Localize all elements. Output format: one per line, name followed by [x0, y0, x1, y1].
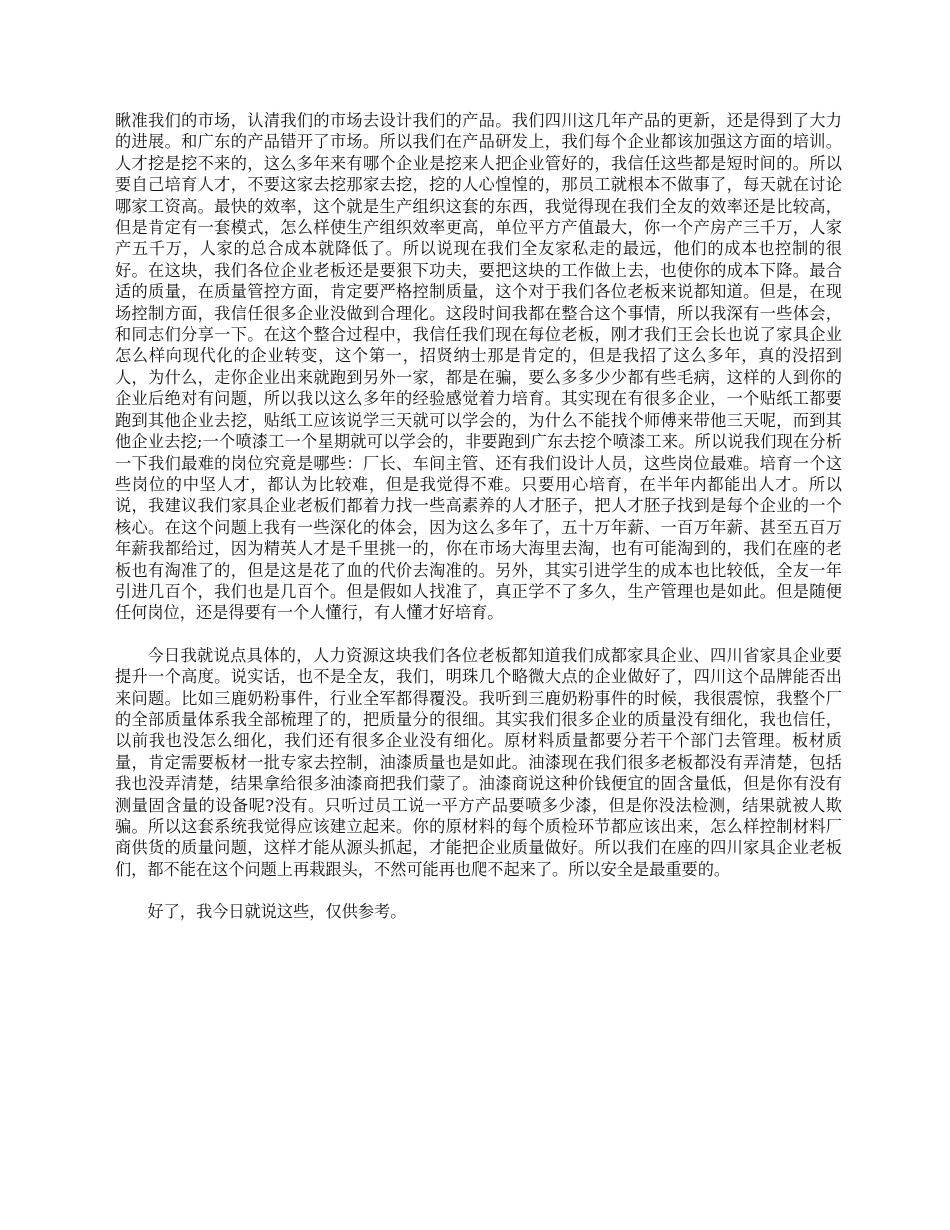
body-paragraph-3: 好了，我今日就说这些，仅供参考。: [147, 902, 407, 922]
body-paragraph-1: 瞅准我们的市场，认清我们的市场去设计我们的产品。我们四川这几年产品的更新，还是得到了大力的进展。和广东的产品错开了市场。所以我们在产品研发上，我们每个企业都该加强这方面的培训。人才挖是挖不来的，这么多年来有哪个企业是挖来人把企业管好的，我信任这些都是短时间的。所以要自己培育人才，不要这家去挖那家去挖，挖的人心惶惶的，那员工就根本不做事了，每天就在讨论哪家工资高。最快的效率，这个就是生产组织这套的东西，我觉得现在我们全友的效率还是比较高，但是肯定有一套模式，怎么样使生产组织效率更高，单位平方产值最大，你一个产房产三千万，人家产五千万，人家的总合成本就降低了。所以说现在我们全友家私走的最远，他们的成本也控制的很好。在这块，我们各位企业老板还是要狠下功夫，要把这块的工作做上去，也使你的成本下降。最合适的质量，在质量管控方面，肯定要严格控制质量，这个对于我们各位老板来说都知道。但是，在现场控制方面，我信任很多企业没做到合理化。这段时间我都在整合这个事情，所以我深有一些体会，和同志们分享一下。在这个整合过程中，我信任我们现在每位老板，刚才我们王会长也说了家具企业怎么样向现代化的企业转变，这个第一，招贤纳士那是肯定的，但是我招了这么多年，真的没招到人，为什么，走你企业出来就跑到另外一家，都是在骗，要么多多少少都有些毛病，这样的人到你的企业后绝对有问题，所以我以这么多年的经验感觉着力培育。其实现在有很多企业，一个贴纸工都要跑到其他企业去挖，贴纸工应该说学三天就可以学会的，为什么不能找个师傅来带他三天呢，而到其他企业去挖;一个喷漆工一个星期就可以学会的，非要跑到广东去挖个喷漆工来。所以说我们现在分析一下我们最难的岗位究竟是哪些：厂长、车间主管、还有我们设计人员，这些岗位最难。培育一个这些岗位的中坚人才，都认为比较难，但是我觉得不难。只要用心培育，在半年内都能出人才。所以说，我建议我们家具企业老板们都着力找一些高素养的人才胚子，把人才胚子找到是每个企业的一个核心。在这个问题上我有一些深化的体会，因为这么多年了，五十万年薪、一百万年薪、甚至五百万年薪我都给过，因为精英人才是千里挑一的，你在市场大海里去淘，也有可能淘到的，我们在座的老板也有淘准了的，但是这是花了血的代价去淘准的。另外，其实引进学生的成本也比较低，全友一年引进几百个，我们也是几百个。但是假如人找准了，真正学不了多久，生产管理也是如此。但是随便任何岗位，还是得要有一个人懂行，有人懂才好培育。: [115, 111, 842, 623]
paragraph-gap: [115, 624, 842, 645]
paragraph-gap: [115, 880, 842, 901]
body-paragraph-2: 今日我就说点具体的，人力资源这块我们各位老板都知道我们成都家具企业、四川省家具企业要提升一个高度。说实话，也不是全友，我们，明珠几个略微大点的企业做好了，四川这个品牌能否出来问题。比如三鹿奶粉事件，行业全军都得覆没。我听到三鹿奶粉事件的时候，我很震惊，我整个厂的全部质量体系我全部梳理了的，把质量分的很细。其实我们很多企业的质量没有细化，我也信任，以前我也没怎么细化，我们还有很多企业没有细化。原材料质量都要分若干个部门去管理。板材质量，肯定需要板材一批专家去控制，油漆质量也是如此。油漆现在我们很多老板都没有弄清楚，包括我也没弄清楚，结果拿给很多油漆商把我们蒙了。油漆商说这种价钱便宜的固含量低，但是你有没有测量固含量的设备呢?没有。只听过员工说一平方产品要喷多少漆，但是你没法检测，结果就被人欺骗。所以这套系统我觉得应该建立起来。你的原材料的每个质检环节都应该出来，怎么样控制材料厂商供货的质量问题，这样才能从源头抓起，才能把企业质量做好。所以我们在座的四川家具企业老板们，都不能在这个问题上再栽跟头，不然可能再也爬不起来了。所以安全是最重要的。: [115, 645, 842, 879]
